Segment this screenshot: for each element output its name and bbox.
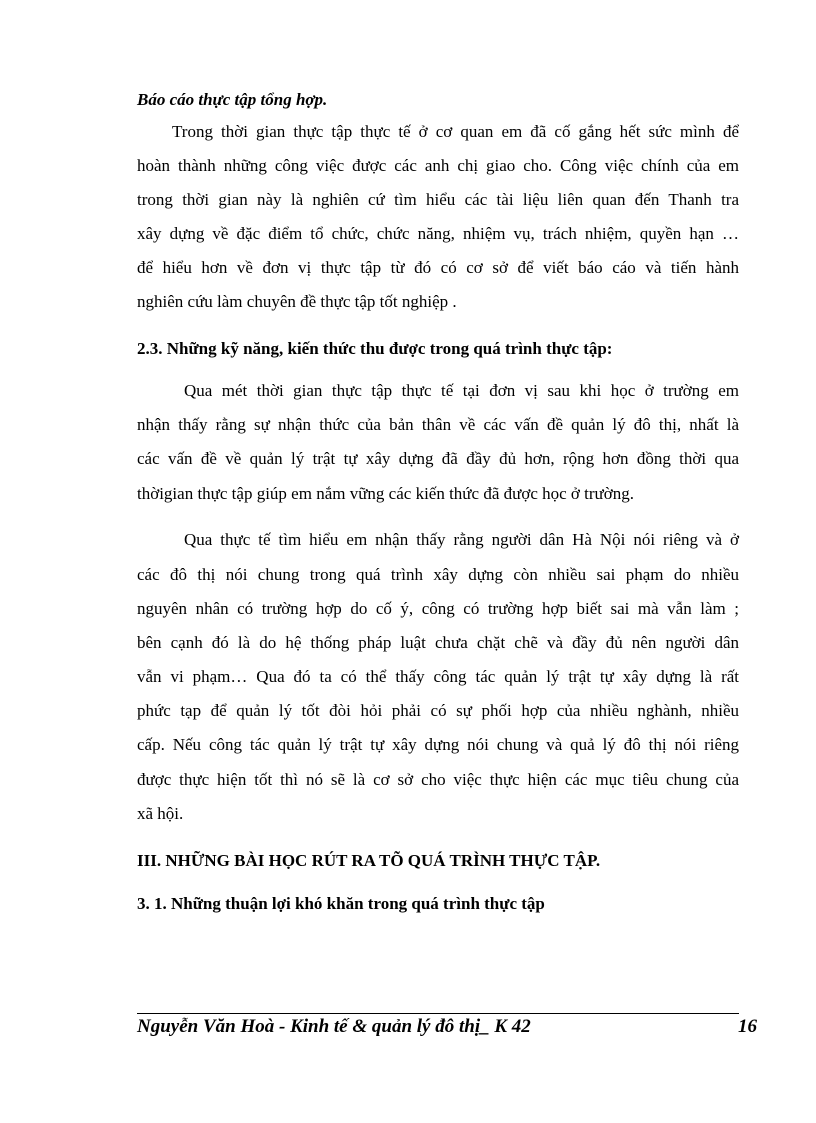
- text-line: xây dựng về đặc điểm tổ chức, chức năng, nhiệm vụ, trách nhiệm, quyền hạn …: [137, 224, 739, 243]
- footer-author: Nguyễn Văn Hoà - Kinh tế & quản lý đô thị_ K 42: [137, 1016, 531, 1037]
- section-heading: Báo cáo thực tập tổng hợp.: [137, 90, 328, 109]
- section-heading: 2.3. Những kỹ năng, kiến thức thu được trong quá trình thực tập:: [137, 339, 613, 358]
- text-line: trong thời gian này là nghiên cứ tìm hiểu các tài liệu liên quan đến Thanh tra: [137, 190, 739, 209]
- subsection-heading: 3. 1. Những thuận lợi khó khăn trong quá trình thực tập: [137, 894, 545, 913]
- text-line: cấp. Nếu công tác quản lý trật tự xây dựng nói chung và quả lý đô thị nói riêng: [137, 735, 739, 754]
- chapter-heading: III. NHỮNG BÀI HỌC RÚT RA TÕ QUÁ TRÌNH THỰC TẬP.: [137, 851, 601, 870]
- text-line: nhận thấy rằng sự nhận thức của bản thân về các vấn đề quản lý đô thị, nhất là: [137, 415, 739, 434]
- text-line: phức tạp để quản lý tốt đòi hỏi phải có sự phối hợp của nhiều nghành, nhiều: [137, 701, 739, 720]
- text-line: vẫn vi phạm… Qua đó ta có thể thấy công tác quản lý trật tự xây dựng là rất: [137, 667, 739, 686]
- text-line: thờigian thực tập giúp em nắm vững các kiến thức đã được học ở trường.: [137, 484, 634, 503]
- text-line: các đô thị nói chung trong quá trình xây dựng còn nhiều sai phạm do nhiều: [137, 565, 739, 584]
- text-line: để hiểu hơn về đơn vị thực tập từ đó có cơ sở để viết báo cáo và tiến hành: [137, 258, 739, 277]
- footer-divider: [137, 1013, 739, 1014]
- text-line: Trong thời gian thực tập thực tế ở cơ quan em đã cố gắng hết sức mình để: [172, 122, 739, 141]
- text-line: nguyên nhân có trường hợp do cố ý, công có trường hợp biết sai mà vẫn làm ;: [137, 599, 739, 618]
- text-line: Qua mét thời gian thực tập thực tế tại đơn vị sau khi học ở trường em: [184, 381, 739, 400]
- text-line: hoàn thành những công việc được các anh chị giao cho. Công việc chính của em: [137, 156, 739, 175]
- text-line: Qua thực tế tìm hiểu em nhận thấy rằng người dân Hà Nội nói riêng và ở: [184, 530, 739, 549]
- text-line: các vấn đề về quản lý trật tự xây dựng đã đầy đủ hơn, rộng hơn đồng thời qua: [137, 449, 739, 468]
- page-number: 16: [738, 1016, 757, 1037]
- text-line: bên cạnh đó là do hệ thống pháp luật chưa chặt chẽ và đầy đủ nên người dân: [137, 633, 739, 652]
- text-line: được thực hiện tốt thì nó sẽ là cơ sở cho việc thực hiện các mục tiêu chung của: [137, 770, 739, 789]
- text-line: nghiên cứu làm chuyên đề thực tập tốt nghiệp .: [137, 292, 457, 311]
- text-line: xã hội.: [137, 804, 184, 823]
